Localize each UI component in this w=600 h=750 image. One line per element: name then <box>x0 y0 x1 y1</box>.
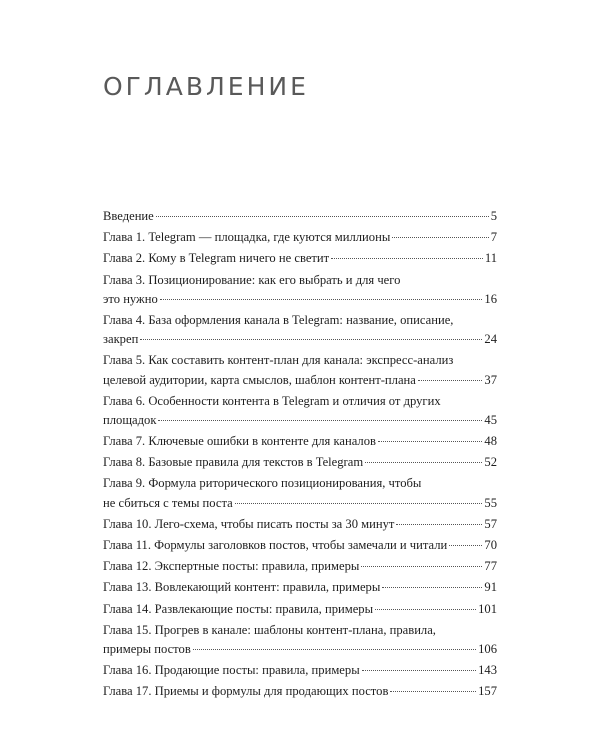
toc-entry <box>103 682 497 701</box>
toc-entry-title: это нужно <box>103 291 158 306</box>
table-of-contents <box>103 207 497 704</box>
toc-entry-title: Глава 16. Продающие посты: правила, примеры <box>103 663 360 678</box>
toc-entry <box>103 453 497 472</box>
toc-entry <box>103 515 497 534</box>
toc-page-number: 101 <box>478 601 497 616</box>
toc-entry-title: Введение <box>103 209 154 223</box>
toc-entry <box>103 621 497 659</box>
toc-entry-title: Глава 15. Прогрев в канале: шаблоны контент-плана, правила, <box>103 622 436 637</box>
toc-entry-line <box>103 290 497 309</box>
toc-entry-title: Глава 13. Вовлекающий контент: правила, примеры <box>103 580 381 595</box>
toc-entry <box>103 207 497 226</box>
toc-entry-title: Глава 2. Кому в Telegram ничего не светит <box>103 251 330 266</box>
toc-page-number: 37 <box>484 372 497 387</box>
toc-dot-leader <box>362 670 476 671</box>
toc-dot-leader <box>375 609 476 610</box>
toc-dot-leader <box>365 462 482 463</box>
toc-entry-line <box>103 600 497 619</box>
toc-entry-line <box>103 661 497 680</box>
toc-entry <box>103 351 497 389</box>
toc-page-number: 106 <box>478 641 497 656</box>
toc-entry-line <box>103 621 497 640</box>
toc-page-number: 45 <box>484 412 497 427</box>
toc-entry-line <box>103 271 497 290</box>
toc-entry-line <box>103 311 497 330</box>
toc-entry <box>103 578 497 597</box>
toc-dot-leader <box>382 587 482 588</box>
toc-entry <box>103 249 497 268</box>
toc-page-number: 77 <box>484 559 497 574</box>
toc-entry <box>103 228 497 247</box>
toc-dot-leader <box>235 503 483 504</box>
toc-entry-title: Глава 7. Ключевые ошибки в контенте для каналов <box>103 434 376 449</box>
toc-entry-line <box>103 453 497 472</box>
toc-entry-title: Глава 12. Экспертные посты: правила, примеры <box>103 559 360 574</box>
toc-entry-line <box>103 640 497 659</box>
page-title: ОГЛАВЛЕНИЕ <box>103 72 309 101</box>
toc-page-number: 24 <box>484 332 497 347</box>
toc-dot-leader <box>396 524 482 525</box>
toc-entry-title: Глава 10. Лего-схема, чтобы писать посты за 30 минут <box>103 516 395 531</box>
toc-page-number: 48 <box>484 434 497 449</box>
toc-dot-leader <box>390 691 476 692</box>
toc-page-number: 143 <box>478 663 497 678</box>
toc-page-number: 70 <box>484 538 497 552</box>
toc-entry-title: площадок <box>103 412 157 427</box>
toc-page-number: 16 <box>484 291 497 306</box>
toc-entry-title: не сбиться с темы поста <box>103 495 233 510</box>
toc-dot-leader <box>392 237 488 238</box>
toc-entry-line <box>103 228 497 247</box>
toc-entry-line <box>103 682 497 701</box>
toc-dot-leader <box>449 545 482 546</box>
toc-page-number: 11 <box>484 251 497 266</box>
toc-entry <box>103 536 497 555</box>
toc-page-number: 52 <box>484 455 497 470</box>
toc-entry-title: Глава 9. Формула риторического позиционирования, чтобы <box>103 476 422 491</box>
toc-entry <box>103 311 497 349</box>
toc-dot-leader <box>361 566 482 567</box>
toc-entry-line <box>103 474 497 493</box>
toc-dot-leader <box>193 649 476 650</box>
toc-entry <box>103 392 497 430</box>
toc-entry-title: Глава 17. Приемы и формулы для продающих постов <box>103 684 389 699</box>
toc-entry-line <box>103 536 497 555</box>
toc-entry <box>103 661 497 680</box>
toc-page-number: 57 <box>484 516 497 531</box>
toc-dot-leader <box>418 380 483 381</box>
toc-entry-line <box>103 249 497 268</box>
toc-entry-title: Глава 4. База оформления канала в Telegram: название, описание, <box>103 312 454 327</box>
toc-dot-leader <box>156 216 489 217</box>
toc-entry-title: Глава 6. Особенности контента в Telegram и отличия от других <box>103 393 441 408</box>
toc-entry-title: целевой аудитории, карта смыслов, шаблон контент-плана <box>103 372 416 387</box>
toc-entry-title: примеры постов <box>103 641 191 656</box>
toc-dot-leader <box>140 339 482 340</box>
toc-entry <box>103 432 497 451</box>
toc-entry <box>103 557 497 576</box>
toc-page-number: 7 <box>490 230 497 245</box>
toc-entry-line <box>103 578 497 597</box>
toc-entry-line <box>103 351 497 370</box>
toc-entry <box>103 474 497 512</box>
toc-entry-line <box>103 330 497 349</box>
toc-entry-title: Глава 11. Формулы заголовков постов, чтобы замечали и читали <box>103 538 448 552</box>
toc-dot-leader <box>160 299 483 300</box>
toc-entry-title: Глава 3. Позиционирование: как его выбрать и для чего <box>103 272 401 287</box>
toc-entry-line <box>103 557 497 576</box>
toc-entry-line <box>103 432 497 451</box>
toc-dot-leader <box>158 420 482 421</box>
toc-entry-line <box>103 371 497 390</box>
toc-entry-title: Глава 8. Базовые правила для текстов в Telegram <box>103 455 364 470</box>
toc-entry-line <box>103 515 497 534</box>
toc-entry-line <box>103 494 497 513</box>
toc-entry-title: Глава 14. Развлекающие посты: правила, примеры <box>103 601 374 616</box>
toc-entry-title: Глава 5. Как составить контент-план для канала: экспресс-анализ <box>103 353 454 368</box>
toc-entry-title: закреп <box>103 332 139 347</box>
toc-entry-title: Глава 1. Telegram — площадка, где куются миллионы <box>103 230 391 245</box>
toc-page-number: 91 <box>484 580 497 595</box>
toc-entry <box>103 600 497 619</box>
toc-page-number: 55 <box>484 495 497 510</box>
toc-entry-line <box>103 411 497 430</box>
toc-dot-leader <box>378 441 482 442</box>
toc-entry-line <box>103 207 497 226</box>
toc-entry <box>103 271 497 309</box>
toc-dot-leader <box>331 258 483 259</box>
toc-page-number: 157 <box>478 684 497 699</box>
toc-page-number: 5 <box>490 209 497 223</box>
toc-entry-line <box>103 392 497 411</box>
